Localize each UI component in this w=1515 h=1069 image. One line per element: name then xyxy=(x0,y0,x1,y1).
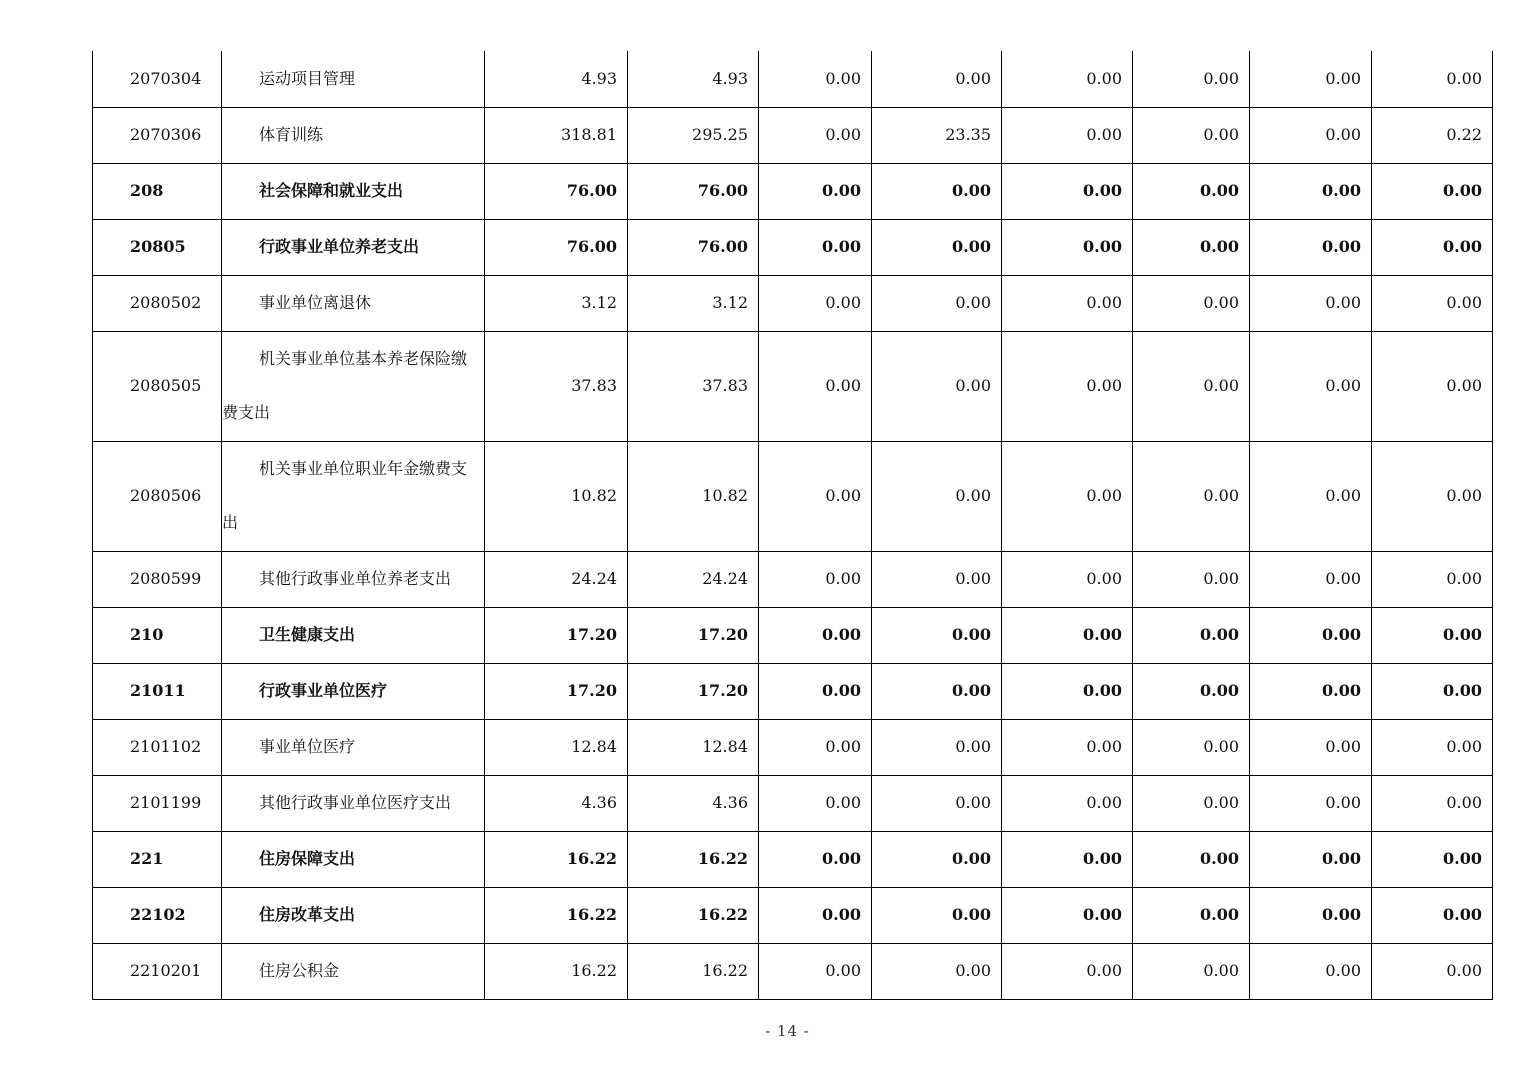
account-name-cell xyxy=(222,275,485,331)
account-name-cell xyxy=(222,943,485,999)
amount-cell: 0.00 xyxy=(1250,887,1372,943)
amount-cell: 0.00 xyxy=(759,219,872,275)
amount-cell: 17.20 xyxy=(628,663,759,719)
amount-cell: 0.00 xyxy=(759,275,872,331)
account-name-text: 行政事业单位养老支出 xyxy=(259,237,420,256)
amount-cell: 0.00 xyxy=(1250,831,1372,887)
amount-cell: 318.81 xyxy=(485,107,628,163)
amount-cell: 76.00 xyxy=(485,219,628,275)
table-body xyxy=(93,51,1493,999)
amount-cell: 0.00 xyxy=(1133,607,1250,663)
amount-cell: 4.93 xyxy=(628,51,759,107)
amount-cell: 0.00 xyxy=(1372,551,1493,607)
amount-cell: 17.20 xyxy=(628,607,759,663)
amount-cell: 0.00 xyxy=(1372,719,1493,775)
amount-cell: 0.00 xyxy=(759,663,872,719)
amount-cell: 0.00 xyxy=(1002,163,1133,219)
amount-cell: 0.00 xyxy=(759,331,872,441)
account-code-cell: 221 xyxy=(93,831,222,887)
amount-cell: 0.00 xyxy=(1133,107,1250,163)
amount-cell: 0.00 xyxy=(1250,51,1372,107)
amount-cell: 4.36 xyxy=(485,775,628,831)
account-name-text: 机关事业单位职业年金缴费支出 xyxy=(222,459,468,532)
amount-cell: 0.00 xyxy=(1002,943,1133,999)
amount-cell: 0.00 xyxy=(1372,331,1493,441)
account-name-cell xyxy=(222,551,485,607)
account-code-cell: 20805 xyxy=(93,219,222,275)
account-name-text: 体育训练 xyxy=(259,125,324,144)
amount-cell: 37.83 xyxy=(628,331,759,441)
amount-cell: 4.36 xyxy=(628,775,759,831)
amount-cell: 0.00 xyxy=(1250,275,1372,331)
account-name-cell xyxy=(222,51,485,107)
account-code-cell: 210 xyxy=(93,607,222,663)
amount-cell: 10.82 xyxy=(485,441,628,551)
amount-cell: 0.00 xyxy=(759,163,872,219)
budget-expenditure-table xyxy=(92,51,1493,1000)
amount-cell: 0.00 xyxy=(1372,163,1493,219)
account-code-cell: 2080505 xyxy=(93,331,222,441)
amount-cell: 0.00 xyxy=(1002,775,1133,831)
account-code-cell: 2210201 xyxy=(93,943,222,999)
amount-cell: 16.22 xyxy=(628,943,759,999)
amount-cell: 0.00 xyxy=(1133,887,1250,943)
amount-cell: 0.00 xyxy=(759,943,872,999)
table-row xyxy=(93,719,1493,775)
amount-cell: 0.00 xyxy=(1250,943,1372,999)
amount-cell: 0.00 xyxy=(1250,607,1372,663)
amount-cell: 0.00 xyxy=(872,719,1002,775)
amount-cell: 76.00 xyxy=(628,219,759,275)
amount-cell: 0.00 xyxy=(1250,441,1372,551)
table-row xyxy=(93,331,1493,441)
amount-cell: 16.22 xyxy=(485,943,628,999)
amount-cell: 0.00 xyxy=(872,551,1002,607)
amount-cell: 0.00 xyxy=(1002,887,1133,943)
amount-cell: 0.00 xyxy=(1133,275,1250,331)
amount-cell: 0.00 xyxy=(872,607,1002,663)
account-name-text: 机关事业单位基本养老保险缴费支出 xyxy=(222,349,468,422)
amount-cell: 0.00 xyxy=(759,719,872,775)
amount-cell: 16.22 xyxy=(628,831,759,887)
account-name-text: 卫生健康支出 xyxy=(259,625,356,644)
amount-cell: 0.00 xyxy=(1250,107,1372,163)
table-row xyxy=(93,831,1493,887)
amount-cell: 0.00 xyxy=(1372,219,1493,275)
amount-cell: 0.00 xyxy=(1250,719,1372,775)
account-code-cell: 2080502 xyxy=(93,275,222,331)
amount-cell: 0.00 xyxy=(759,551,872,607)
table-row xyxy=(93,551,1493,607)
account-name-text: 住房改革支出 xyxy=(259,905,356,924)
account-name-cell xyxy=(222,831,485,887)
amount-cell: 0.00 xyxy=(1133,163,1250,219)
amount-cell: 0.00 xyxy=(1133,331,1250,441)
amount-cell: 0.00 xyxy=(1133,551,1250,607)
table-row xyxy=(93,107,1493,163)
table-row xyxy=(93,663,1493,719)
account-name-cell xyxy=(222,719,485,775)
amount-cell: 76.00 xyxy=(628,163,759,219)
amount-cell: 0.00 xyxy=(1372,275,1493,331)
amount-cell: 0.00 xyxy=(1002,663,1133,719)
amount-cell: 0.00 xyxy=(1002,219,1133,275)
amount-cell: 0.00 xyxy=(1133,219,1250,275)
amount-cell: 0.00 xyxy=(1133,775,1250,831)
amount-cell: 4.93 xyxy=(485,51,628,107)
amount-cell: 23.35 xyxy=(872,107,1002,163)
table-row xyxy=(93,441,1493,551)
amount-cell: 0.00 xyxy=(759,607,872,663)
account-name-text: 其他行政事业单位养老支出 xyxy=(259,569,452,588)
amount-cell: 0.00 xyxy=(759,887,872,943)
amount-cell: 0.00 xyxy=(1002,441,1133,551)
amount-cell: 295.25 xyxy=(628,107,759,163)
table-row xyxy=(93,775,1493,831)
amount-cell: 10.82 xyxy=(628,441,759,551)
account-code-cell: 208 xyxy=(93,163,222,219)
amount-cell: 0.00 xyxy=(1250,551,1372,607)
account-name-text: 住房保障支出 xyxy=(259,849,356,868)
amount-cell: 0.00 xyxy=(1250,163,1372,219)
amount-cell: 0.00 xyxy=(872,831,1002,887)
amount-cell: 12.84 xyxy=(628,719,759,775)
table-row xyxy=(93,943,1493,999)
account-code-cell: 2080506 xyxy=(93,441,222,551)
account-name-text: 行政事业单位医疗 xyxy=(259,681,388,700)
account-code-cell: 2080599 xyxy=(93,551,222,607)
amount-cell: 0.00 xyxy=(1372,831,1493,887)
amount-cell: 0.00 xyxy=(872,51,1002,107)
amount-cell: 0.00 xyxy=(1002,331,1133,441)
amount-cell: 0.00 xyxy=(1372,775,1493,831)
amount-cell: 17.20 xyxy=(485,663,628,719)
account-name-text: 社会保障和就业支出 xyxy=(259,181,404,200)
account-name-cell xyxy=(222,441,485,551)
amount-cell: 0.00 xyxy=(759,51,872,107)
amount-cell: 76.00 xyxy=(485,163,628,219)
amount-cell: 16.22 xyxy=(485,831,628,887)
amount-cell: 0.00 xyxy=(759,775,872,831)
amount-cell: 0.00 xyxy=(759,441,872,551)
account-name-text: 事业单位离退休 xyxy=(259,293,372,312)
amount-cell: 37.83 xyxy=(485,331,628,441)
amount-cell: 0.22 xyxy=(1372,107,1493,163)
amount-cell: 0.00 xyxy=(1372,441,1493,551)
amount-cell: 0.00 xyxy=(872,331,1002,441)
amount-cell: 0.00 xyxy=(872,663,1002,719)
account-name-cell xyxy=(222,775,485,831)
amount-cell: 0.00 xyxy=(872,441,1002,551)
amount-cell: 0.00 xyxy=(1002,51,1133,107)
amount-cell: 0.00 xyxy=(1133,943,1250,999)
amount-cell: 24.24 xyxy=(628,551,759,607)
table-row xyxy=(93,887,1493,943)
amount-cell: 0.00 xyxy=(1250,775,1372,831)
amount-cell: 0.00 xyxy=(1133,441,1250,551)
amount-cell: 0.00 xyxy=(1002,275,1133,331)
amount-cell: 0.00 xyxy=(1002,831,1133,887)
amount-cell: 0.00 xyxy=(1372,51,1493,107)
account-name-text: 其他行政事业单位医疗支出 xyxy=(259,793,452,812)
account-name-cell xyxy=(222,331,485,441)
amount-cell: 0.00 xyxy=(1372,943,1493,999)
account-code-cell: 22102 xyxy=(93,887,222,943)
amount-cell: 0.00 xyxy=(1133,831,1250,887)
amount-cell: 0.00 xyxy=(1002,107,1133,163)
amount-cell: 0.00 xyxy=(872,163,1002,219)
account-name-text: 事业单位医疗 xyxy=(259,737,356,756)
account-name-text: 住房公积金 xyxy=(259,961,340,980)
amount-cell: 0.00 xyxy=(1250,331,1372,441)
account-code-cell: 21011 xyxy=(93,663,222,719)
amount-cell: 0.00 xyxy=(1002,607,1133,663)
table-row xyxy=(93,607,1493,663)
amount-cell: 0.00 xyxy=(872,219,1002,275)
amount-cell: 0.00 xyxy=(1002,551,1133,607)
table-row xyxy=(93,51,1493,107)
table-row xyxy=(93,219,1493,275)
amount-cell: 0.00 xyxy=(1133,663,1250,719)
amount-cell: 0.00 xyxy=(1250,663,1372,719)
amount-cell: 0.00 xyxy=(759,107,872,163)
account-name-cell xyxy=(222,107,485,163)
account-name-cell xyxy=(222,607,485,663)
account-code-cell: 2070304 xyxy=(93,51,222,107)
amount-cell: 0.00 xyxy=(1133,51,1250,107)
amount-cell: 0.00 xyxy=(872,275,1002,331)
amount-cell: 0.00 xyxy=(1372,663,1493,719)
account-code-cell: 2101199 xyxy=(93,775,222,831)
amount-cell: 16.22 xyxy=(485,887,628,943)
table-row xyxy=(93,275,1493,331)
amount-cell: 0.00 xyxy=(1002,719,1133,775)
amount-cell: 0.00 xyxy=(1372,887,1493,943)
amount-cell: 3.12 xyxy=(485,275,628,331)
account-name-text: 运动项目管理 xyxy=(259,68,356,88)
table-row xyxy=(93,163,1493,219)
page-number: - 14 - xyxy=(765,1022,810,1040)
amount-cell: 16.22 xyxy=(628,887,759,943)
amount-cell: 0.00 xyxy=(1250,219,1372,275)
amount-cell: 24.24 xyxy=(485,551,628,607)
amount-cell: 12.84 xyxy=(485,719,628,775)
amount-cell: 3.12 xyxy=(628,275,759,331)
amount-cell: 17.20 xyxy=(485,607,628,663)
amount-cell: 0.00 xyxy=(872,943,1002,999)
amount-cell: 0.00 xyxy=(1133,719,1250,775)
amount-cell: 0.00 xyxy=(1372,607,1493,663)
amount-cell: 0.00 xyxy=(759,831,872,887)
amount-cell: 0.00 xyxy=(872,887,1002,943)
account-code-cell: 2101102 xyxy=(93,719,222,775)
account-name-cell xyxy=(222,163,485,219)
account-name-cell xyxy=(222,219,485,275)
account-code-cell: 2070306 xyxy=(93,107,222,163)
account-name-cell xyxy=(222,887,485,943)
amount-cell: 0.00 xyxy=(872,775,1002,831)
account-name-cell xyxy=(222,663,485,719)
